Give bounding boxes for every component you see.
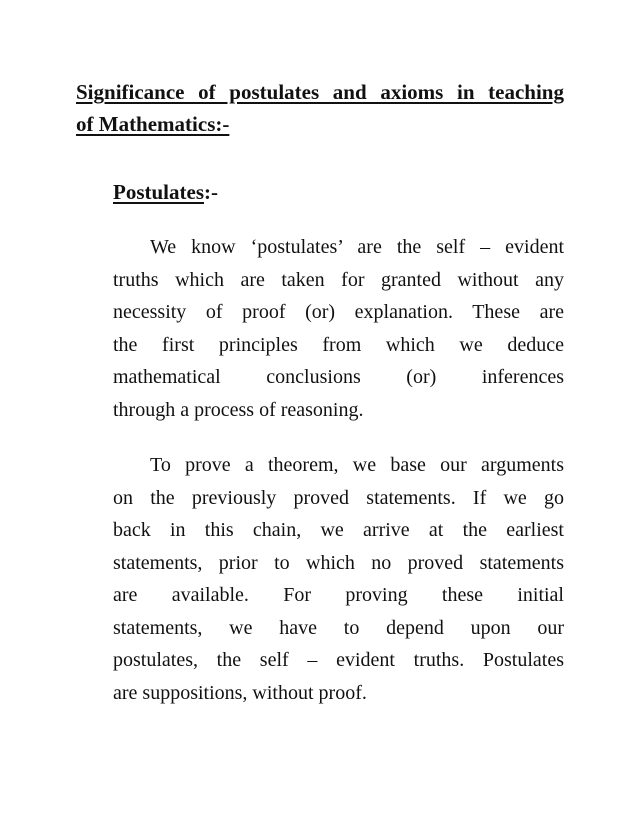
paragraph-2-line: are suppositions, without proof. — [113, 681, 367, 704]
paragraph-1-line: through a process of reasoning. — [113, 398, 364, 421]
section-heading-suffix: :- — [204, 180, 218, 204]
paragraph-1-line: truths which are taken for granted without any — [113, 268, 564, 291]
paragraph-2-line: To prove a theorem, we base our arguments — [150, 454, 564, 476]
paragraph-2-line: statements, we have to depend upon our — [113, 616, 564, 639]
title-line-2: of Mathematics:- — [76, 112, 230, 136]
section-heading-text: Postulates — [113, 180, 204, 204]
paragraph-1-line: necessity of proof (or) explanation. These are — [113, 301, 564, 323]
paragraph-2-line: statements, prior to which no proved statements — [113, 551, 564, 574]
section-heading — [113, 178, 218, 206]
paragraph-2-line: on the previously proved statements. If we go — [113, 486, 564, 509]
paragraph-2 — [113, 449, 564, 709]
paragraph-1-line: We know ‘postulates’ are the self – evident — [150, 236, 564, 258]
paragraph-1-line: mathematical conclusions (or) inferences — [113, 366, 564, 388]
paragraph-2-line: are available. For proving these initial — [113, 584, 564, 606]
title-line-1: Significance of postulates and axioms in teaching — [76, 80, 564, 104]
paragraph-1-line: the first principles from which we deduce — [113, 333, 564, 356]
document-title — [76, 76, 564, 140]
paragraph-2-line: back in this chain, we arrive at the earliest — [113, 519, 564, 541]
paragraph-1 — [113, 231, 564, 426]
paragraph-2-line: postulates, the self – evident truths. Postulates — [113, 649, 564, 671]
